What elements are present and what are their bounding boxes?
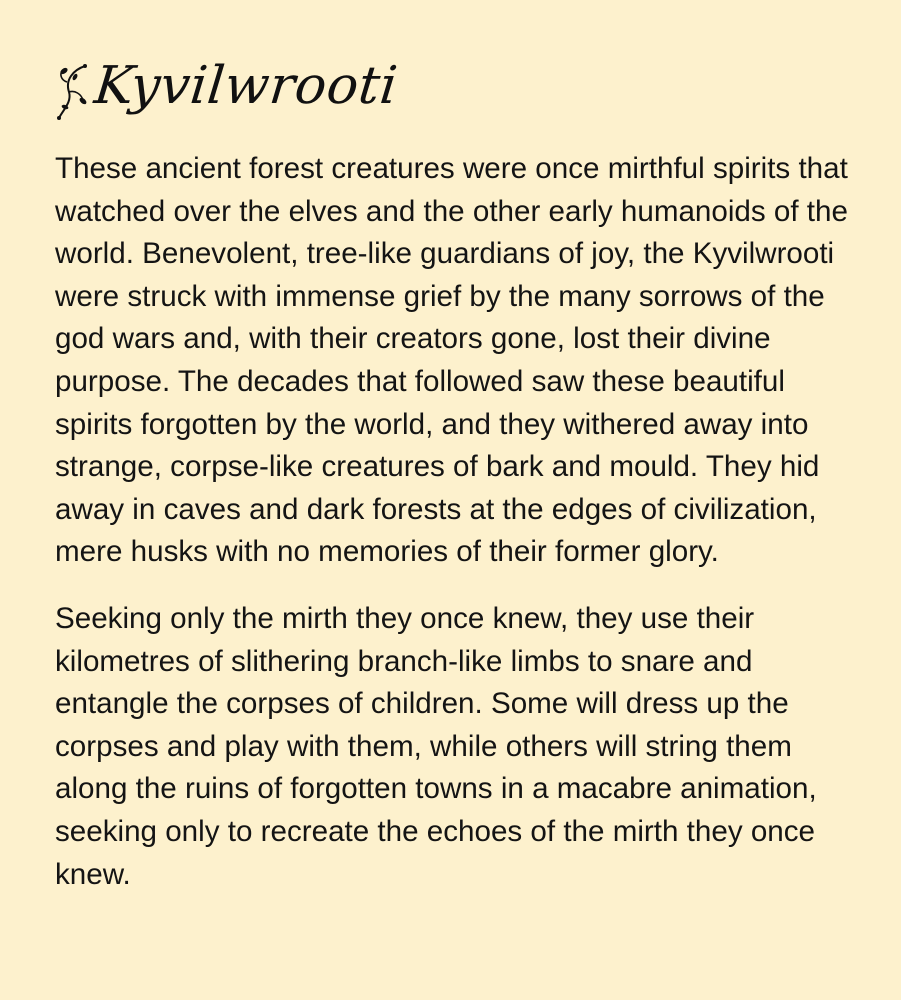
paragraph-2: Seeking only the mirth they once knew, they use their kilometres of slithering branch-like limbs to snare and entangle the corpses of children. Some will dress up the corpses and play with them, while others will string them along the ruins of forgotten towns in a macabre animation, seeking only to recreate the echoes of the mirth they once knew. (55, 601, 817, 891)
paragraph-1: These ancient forest creatures were once mirthful spirits that watched over the elves and the other early humanoids of the world. Benevolent, tree-like guardians of joy, the Kyvilwrooti were struck with immense grief by the many sorrows of the god wars and, with their creators gone, lost their divine purpose. The decades that followed saw these beautiful spirits forgotten by the world, and they withered away into strange, corpse-like creatures of bark and mould. They hid away in caves and dark forests at the edges of civilization, mere husks with no memories of their former glory. (55, 152, 848, 569)
title-row (55, 50, 401, 130)
body-text (55, 148, 855, 896)
page-title: Kyvilwrooti (91, 56, 401, 116)
vine-flourish-icon (55, 62, 93, 124)
